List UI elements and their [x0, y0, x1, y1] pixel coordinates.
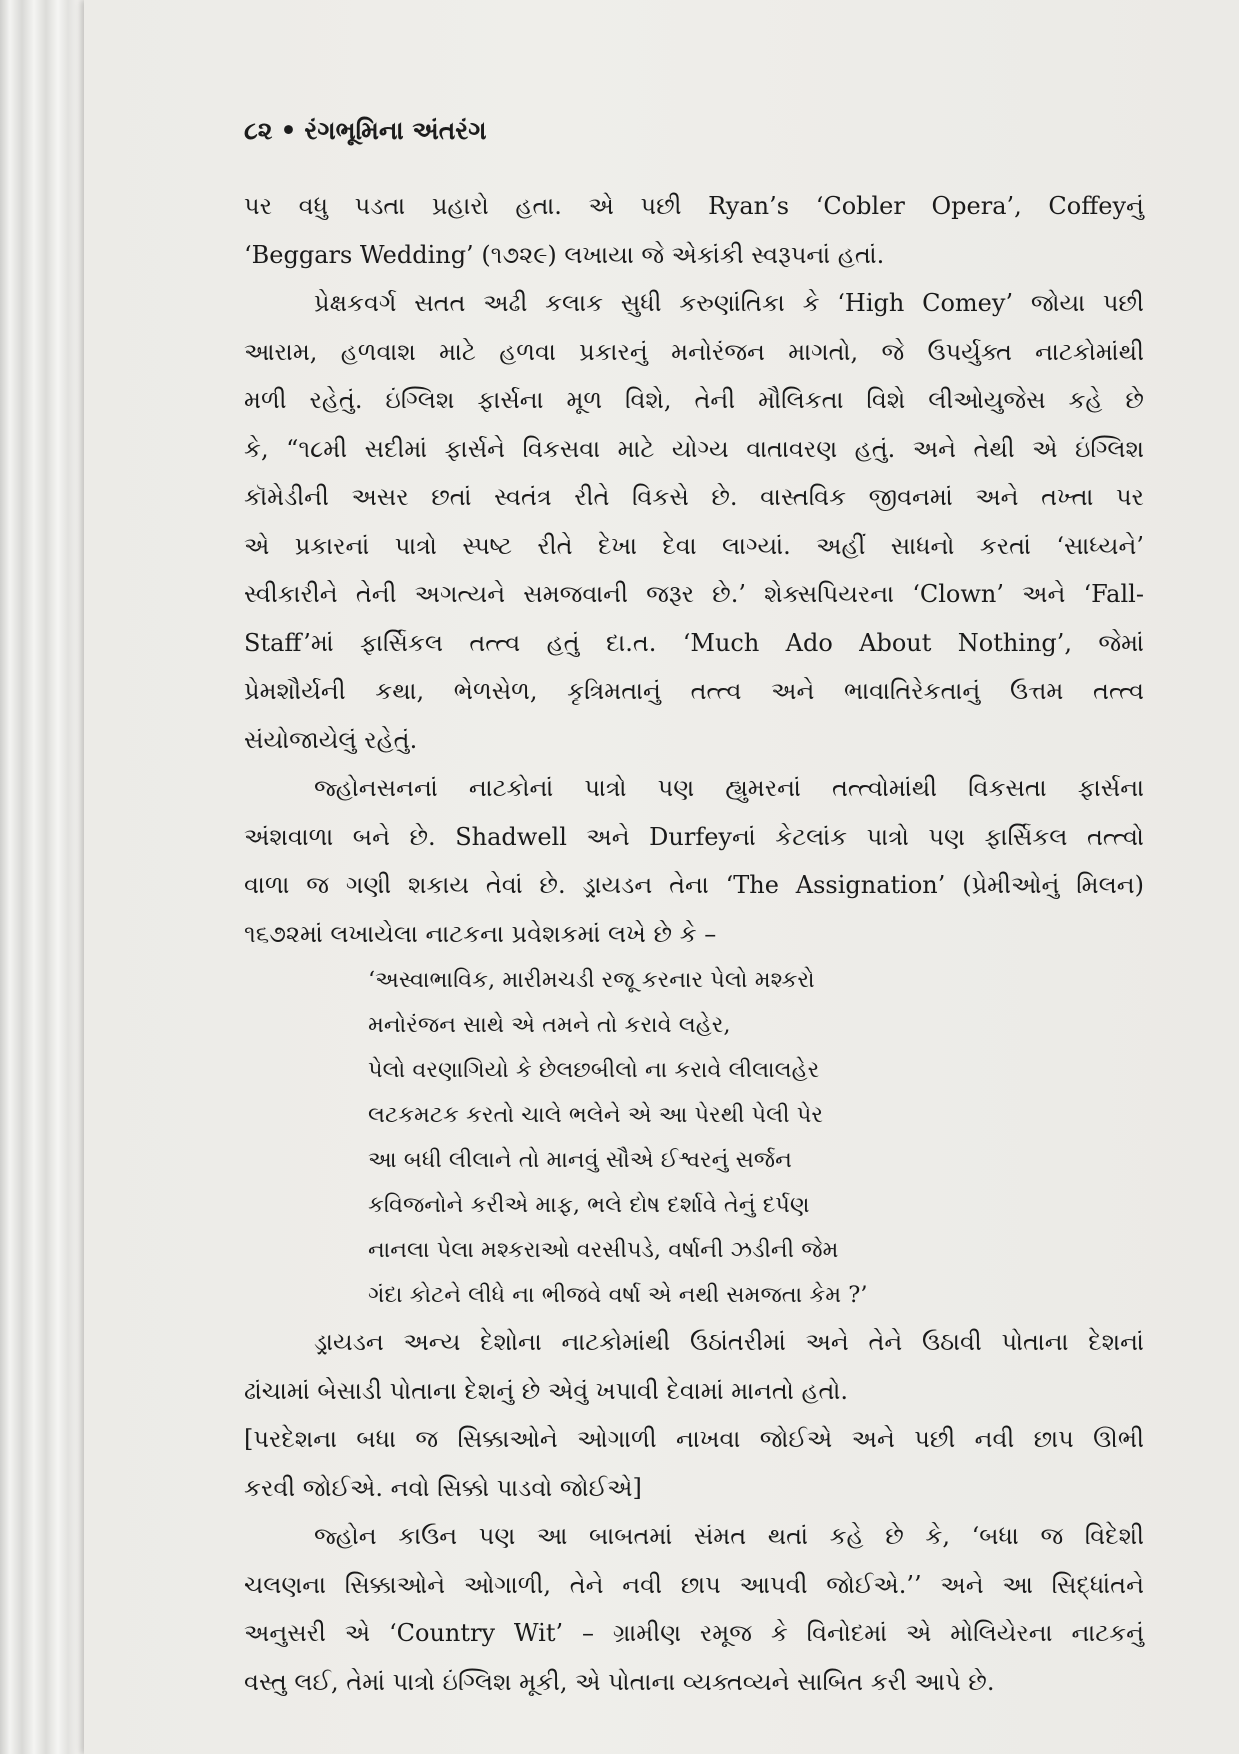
text-line: વાળા જ ગણી શકાય તેવાં છે. ડ્રાયડન તેના ‘The Assignation’ (પ્રેમીઓનું મિલન) — [244, 871, 1144, 899]
poem-line: લટકમટક કરતો ચાલે ભલેને એ આ પેરથી પેલી પેર — [368, 1102, 823, 1128]
text-block-2 — [244, 1318, 1144, 1706]
text-line: ચલણના સિક્કાઓને ઓગાળી, તેને નવી છાપ આપવી જોઈએ.’’ અને આ સિદ્ધાંતને — [244, 1570, 1144, 1599]
text-line: જ્હોનસનનાં નાટકોનાં પાત્રો પણ હ્યુમરનાં તત્ત્વોમાંથી વિકસતા ફાર્સના — [314, 774, 1144, 802]
text-line: કે, “૧૮મી સદીમાં ફાર્સને વિકસવા માટે યોગ્ય વાતાવરણ હતું. અને તેથી એ ઇંગ્લિશ — [244, 434, 1144, 463]
text-line: સ્વીકારીને તેની અગત્યને સમજવાની જરૂર છે.’ શેક્સપિયરના ‘Clown’ અને ‘Fall- — [244, 580, 1144, 608]
poem-line: ‘અસ્વાભાવિક, મારીમચડી રજૂ કરનાર પેલો મશ્કરો — [368, 967, 815, 993]
text-line: ૧૬૭૨માં લખાયેલા નાટકના પ્રવેશકમાં લખે છે કે – — [244, 919, 717, 948]
poem-line: પેલો વરણાગિયો કે છેલછબીલો ના કરાવે લીલાલહેર — [368, 1057, 820, 1083]
poem-line: નાનલા પેલા મશ્કરાઓ વરસીપડે, વર્ષાની ઝડીની જેમ — [368, 1237, 839, 1263]
book-title: રંગભૂમિના અંતરંગ — [304, 116, 487, 145]
text-line: વસ્તુ લઈ, તેમાં પાત્રો ઇંગ્લિશ મૂકી, એ પોતાના વ્યક્તવ્યને સાબિત કરી આપે છે. — [244, 1667, 995, 1696]
text-line: ‘Beggars Wedding’ (૧૭૨૯) લખાયા જે એકાંકી સ્વરૂપનાં હતાં. — [244, 240, 885, 269]
header-bullet: • — [280, 116, 297, 145]
page-body — [244, 182, 1144, 1706]
text-line: પ્રેક્ષકવર્ગ સતત અઢી કલાક સુધી કરુણાંતિકા કે ‘High Comey’ જોયા પછી — [314, 289, 1144, 317]
poem-line: આ બધી લીલાને તો માનવું સૌએ ઈશ્વરનું સર્જન — [368, 1147, 792, 1173]
text-line: કૉમેડીની અસર છતાં સ્વતંત્ર રીતે વિકસે છે. વાસ્તવિક જીવનમાં અને તખ્તા પર — [244, 483, 1144, 511]
text-line: પર વધુ પડતા પ્રહારો હતા. એ પછી Ryan’s ‘Cobler Opera’, Coffeyનું — [244, 192, 1144, 220]
text-block-1 — [244, 182, 1144, 958]
text-line: અનુસરી એ ‘Country Wit’ – ગ્રામીણ રમૂજ કે વિનોદમાં એ મોલિયેરના નાટકનું — [244, 1619, 1144, 1647]
text-line: [પરદેશના બધા જ સિક્કાઓને ઓગાળી નાખવા જોઈએ અને પછી નવી છાપ ઊભી — [244, 1425, 1144, 1453]
text-line: સંયોજાયેલું રહેતું. — [244, 725, 418, 754]
text-line: એ પ્રકારનાં પાત્રો સ્પષ્ટ રીતે દેખા દેવા લાગ્યાં. અહીં સાધનો કરતાં ‘સાધ્યને’ — [244, 531, 1144, 560]
text-line: કરવી જોઈએ. નવો સિક્કો પાડવો જોઈએ] — [244, 1473, 642, 1502]
poem-line: ગંદા કોટને લીધે ના ભીજવે વર્ષા એ નથી સમજતા કેમ ?’ — [368, 1282, 868, 1308]
quoted-poem — [244, 958, 1144, 1318]
text-line: આરામ, હળવાશ માટે હળવા પ્રકારનું મનોરંજન માગતો, જે ઉપર્યુક્ત નાટકોમાંથી — [244, 337, 1144, 366]
text-line: ડ્રાયડન અન્ય દેશોના નાટકોમાંથી ઉઠાંતરીમાં અને તેને ઉઠાવી પોતાના દેશનાં — [314, 1328, 1144, 1356]
page-number: ૮૨ — [244, 116, 273, 145]
text-line: અંશવાળા બને છે. Shadwell અને Durfeyનાં કેટલાંક પાત્રો પણ ફાર્સિકલ તત્ત્વો — [244, 822, 1144, 851]
poem-line: કવિજનોને કરીએ માફ, ભલે દોષ દર્શાવે તેનું દર્પણ — [368, 1192, 810, 1218]
text-line: Staff’માં ફાર્સિકલ તત્ત્વ હતું દા.ત. ‘Much Ado About Nothing’, જેમાં — [244, 628, 1144, 657]
text-line: પ્રેમશૌર્યની કથા, ભેળસેળ, કૃત્રિમતાનું તત્ત્વ અને ભાવાતિરેકતાનું ઉત્તમ તત્ત્વ — [244, 677, 1144, 705]
text-line: જ્હોન કાઉન પણ આ બાબતમાં સંમત થતાં કહે છે કે, ‘બધા જ વિદેશી — [314, 1522, 1144, 1550]
poem-line: મનોરંજન સાથે એ તમને તો કરાવે લહેર, — [368, 1012, 731, 1038]
running-header — [244, 116, 486, 146]
text-line: ઢાંચામાં બેસાડી પોતાના દેશનું છે એવું ખપાવી દેવામાં માનતો હતો. — [244, 1376, 849, 1405]
text-line: મળી રહેતું. ઇંગ્લિશ ફાર્સના મૂળ વિશે, તેની મૌલિકતા વિશે લીઓયુજેસ કહે છે — [244, 386, 1144, 414]
